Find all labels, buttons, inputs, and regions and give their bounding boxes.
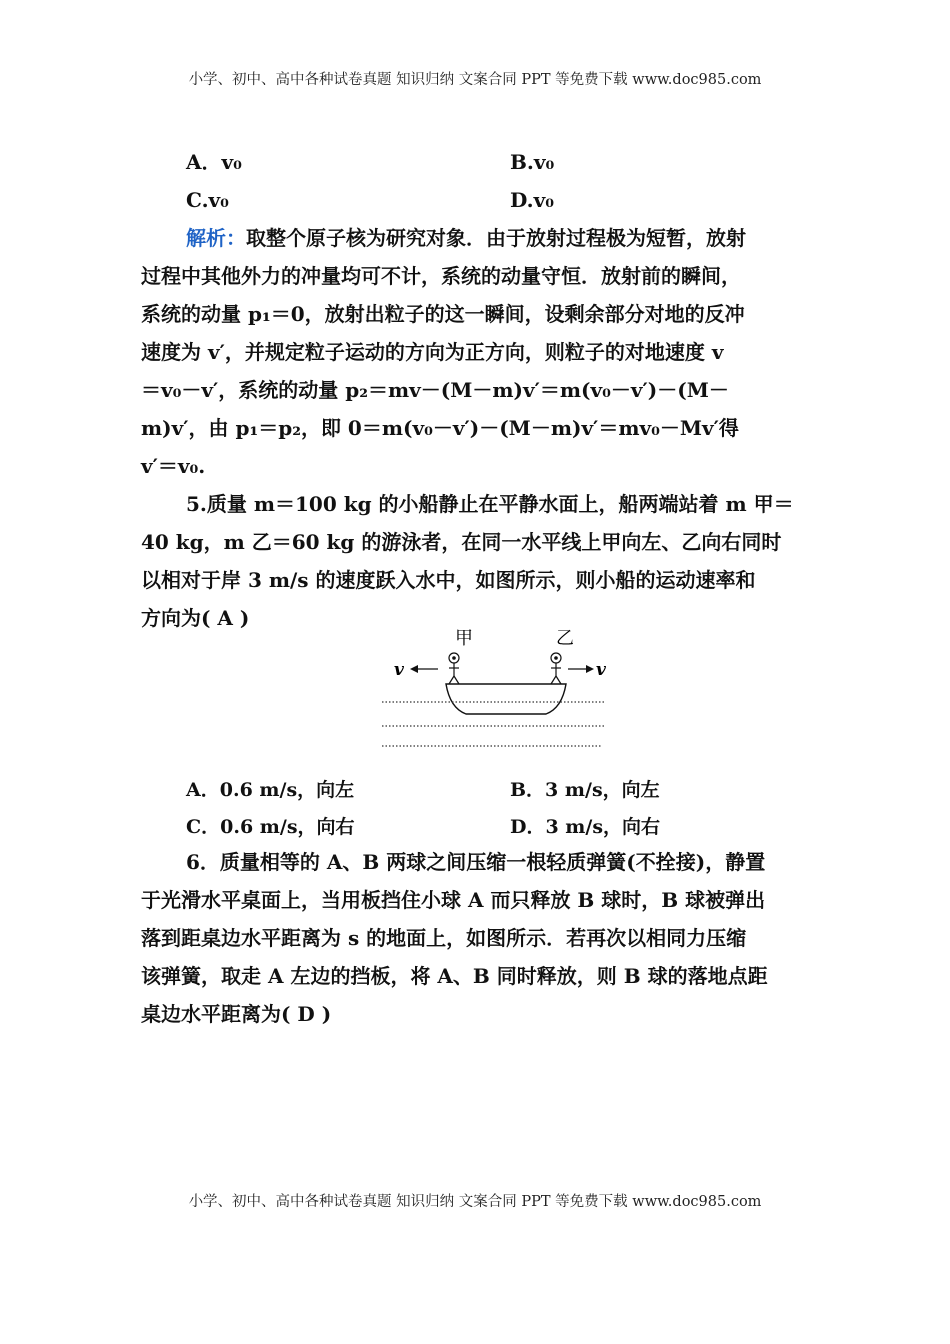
velocity-label-left: v (394, 660, 404, 680)
q5-option-b: B．3 m/s，向左 (510, 779, 660, 801)
q6-line-3: 落到距桌边水平距离为 s 的地面上，如图所示．若再次以相同力压缩 (141, 926, 747, 950)
q6-line-5: 桌边水平距离为( D ) (141, 1002, 332, 1026)
q4-option-c: C.v₀ (186, 188, 229, 212)
left-swimmer (449, 653, 459, 684)
analysis-line-1 (186, 226, 746, 250)
q5-option-d: D．3 m/s，向右 (510, 816, 661, 838)
q4-option-a: A．v₀ (186, 150, 242, 174)
q6-line-4: 该弹簧，取走 A 左边的挡板，将 A、B 同时释放，则 B 球的落地点距 (141, 964, 768, 988)
q6-line-2: 于光滑水平桌面上，当用板挡住小球 A 而只释放 B 球时，B 球被弹出 (141, 888, 766, 912)
q5-line-1: 5.质量 m＝100 kg 的小船静止在平静水面上，船两端站着 m 甲＝ (186, 492, 794, 516)
q5-line-3: 以相对于岸 3 m/s 的速度跃入水中，如图所示，则小船的运动速率和 (141, 568, 756, 592)
analysis-line-4: 速度为 v′，并规定粒子运动的方向为正方向，则粒子的对地速度 v (141, 340, 724, 364)
figure-label-jia: 甲 (455, 628, 473, 649)
q5-option-c: C．0.6 m/s，向右 (186, 816, 355, 838)
figure-label-yi: 乙 (556, 628, 574, 649)
page-header: 小学、初中、高中各种试卷真题 知识归纳 文案合同 PPT 等免费下载 www.doc985.com (188, 72, 762, 88)
q5-line-2: 40 kg，m 乙＝60 kg 的游泳者，在同一水平线上甲向左、乙向右同时 (141, 530, 782, 554)
q4-option-b: B.v₀ (510, 150, 555, 174)
q4-option-d: D.v₀ (510, 188, 554, 212)
analysis-line-5: ＝v₀－v′，系统的动量 p₂＝mv－(M－m)v′＝m(v₀－v′)－(M－ (141, 378, 729, 402)
analysis-line-6: m)v′，由 p₁＝p₂，即 0＝m(v₀－v′)－(M－m)v′＝mv₀－Mv′得 (141, 416, 739, 440)
right-swimmer (551, 653, 561, 684)
analysis-line-7: v′＝v₀. (141, 454, 206, 478)
page-footer: 小学、初中、高中各种试卷真题 知识归纳 文案合同 PPT 等免费下载 www.doc985.com (188, 1194, 762, 1210)
analysis-line-2: 过程中其他外力的冲量均可不计，系统的动量守恒．放射前的瞬间， (141, 264, 741, 288)
q6-line-1: 6．质量相等的 A、B 两球之间压缩一根轻质弹簧(不拴接)，静置 (186, 850, 766, 874)
boat-figure (380, 622, 610, 756)
boat (446, 684, 566, 714)
analysis-label: 解析： (186, 226, 246, 250)
analysis-line-3: 系统的动量 p₁＝0，放射出粒子的这一瞬间，设剩余部分对地的反冲 (141, 302, 745, 326)
velocity-label-right: v (596, 660, 606, 680)
analysis-text: 取整个原子核为研究对象．由于放射过程极为短暂，放射 (246, 226, 746, 250)
q5-line-4: 方向为( A ) (141, 606, 250, 630)
q5-option-a: A．0.6 m/s，向左 (186, 779, 355, 801)
